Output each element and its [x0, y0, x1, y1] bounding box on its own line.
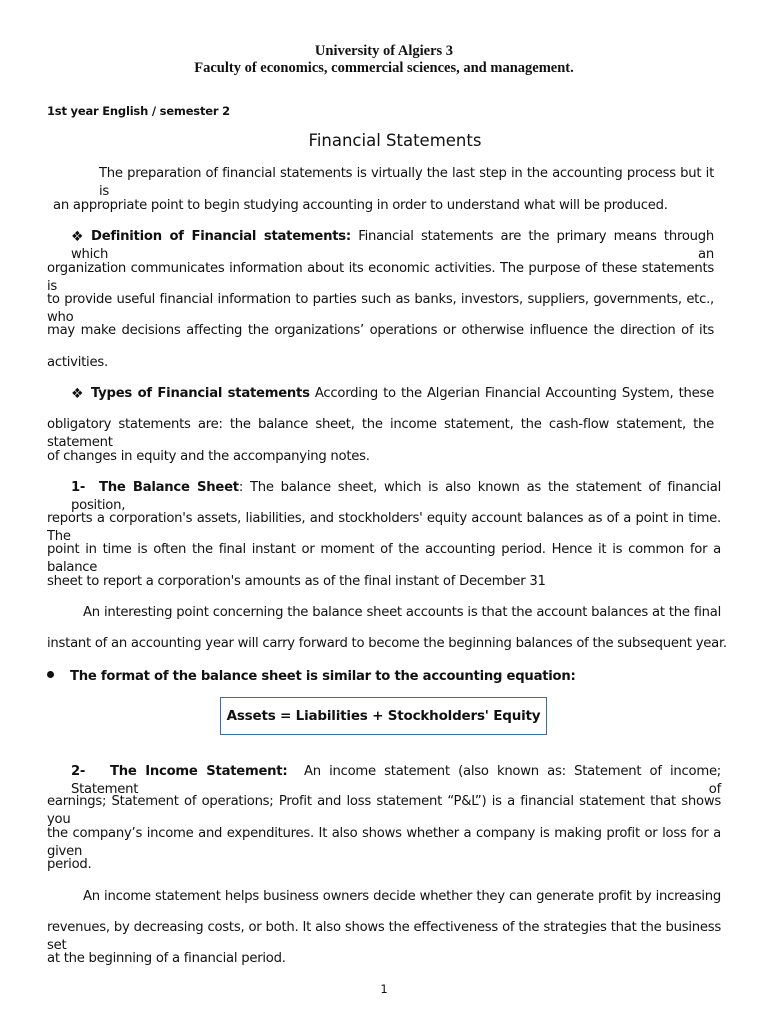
accounting-equation: Assets = Liabilities + Stockholders' Equity: [226, 708, 541, 724]
university-name: University of Algiers 3: [314, 43, 454, 59]
faculty-name: Faculty of economics, commercial sciences, and management.: [194, 60, 574, 76]
balance-sheet-para2-line-1: An interesting point concerning the balance sheet accounts is that the account balances at the final: [83, 605, 721, 620]
income-statement-line-4: period.: [47, 857, 92, 872]
income-statement-para2-line-3: at the beginning of a financial period.: [47, 951, 286, 966]
types-line-1: [71, 385, 714, 403]
balance-sheet-text: : The balance sheet, which is also known as the statement of financial position,: [71, 480, 721, 513]
page-title: Financial Statements: [308, 131, 482, 150]
income-statement-label: The Income Statement:: [109, 764, 288, 779]
types-label: Types of Financial statements: [91, 386, 310, 401]
balance-sheet-number: 1-: [71, 480, 86, 495]
income-statement-para2-line-1: An income statement helps business owners decide whether they can generate profit by increasing: [83, 889, 721, 904]
accounting-equation-box: [220, 697, 547, 735]
income-statement-line-2: earnings; Statement of operations; Profit and loss statement “P&L”) is a financial statement that shows you: [47, 794, 721, 827]
round-bullet-icon: [47, 671, 54, 678]
balance-sheet-format-note: The format of the balance sheet is similar to the accounting equation:: [70, 669, 576, 684]
income-statement-para2-line-2: revenues, by decreasing costs, or both. It also shows the effectiveness of the strategies that the business set: [47, 920, 721, 953]
diamond-bullet-icon: ❖: [71, 229, 84, 245]
balance-sheet-line-3: point in time is often the final instant or moment of the accounting period. Hence it is common for a balance: [47, 542, 721, 575]
page-number: 1: [380, 982, 388, 996]
income-statement-line-3: the company’s income and expenditures. It also shows whether a company is making profit or loss for a given: [47, 826, 721, 859]
definition-label: Definition of Financial statements:: [91, 229, 351, 244]
income-statement-text: An income statement (also known as: Statement of income; Statement of: [71, 764, 721, 797]
types-text: According to the Algerian Financial Accounting System, these: [314, 386, 714, 401]
balance-sheet-para2-line-2: instant of an accounting year will carry forward to become the beginning balances of the subsequent year.: [47, 636, 727, 651]
intro-line-1: The preparation of financial statements is virtually the last step in the accounting process but it is: [99, 166, 714, 199]
definition-line-4: may make decisions affecting the organizations’ operations or otherwise influence the direction of its: [47, 323, 714, 338]
balance-sheet-label: The Balance Sheet: [99, 480, 239, 495]
definition-line-1: [71, 228, 714, 264]
definition-line-5: activities.: [47, 355, 108, 370]
course-subtitle: 1st year English / semester 2: [47, 104, 230, 118]
definition-line-3: to provide useful financial information to parties such as banks, investors, suppliers, governments, etc., who: [47, 292, 714, 325]
balance-sheet-line-4: sheet to report a corporation's amounts as of the final instant of December 31: [47, 574, 546, 589]
income-statement-number: 2-: [71, 764, 86, 779]
definition-text: Financial statements are the primary means through which an: [71, 229, 714, 262]
intro-line-2: an appropriate point to begin studying accounting in order to understand what will be produced.: [53, 198, 668, 213]
types-line-2: obligatory statements are: the balance sheet, the income statement, the cash-flow statement, the statement: [47, 417, 714, 450]
balance-sheet-line-2: reports a corporation's assets, liabilities, and stockholders' equity account balances as of a point in time. The: [47, 511, 721, 544]
types-line-3: of changes in equity and the accompanying notes.: [47, 449, 370, 464]
definition-line-2: organization communicates information about its economic activities. The purpose of these statements is: [47, 261, 714, 294]
diamond-bullet-icon: ❖: [71, 386, 84, 402]
